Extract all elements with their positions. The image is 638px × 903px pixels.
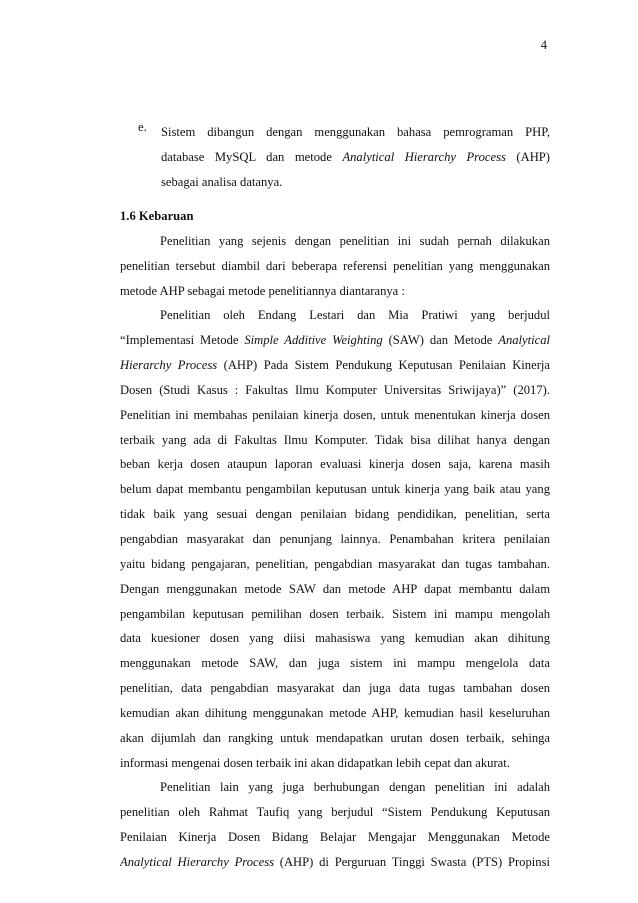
text-line: pengambilan keputusan pemilihan dosen terbaik. Sistem ini mampu mengolah <box>120 606 550 621</box>
text-line: Penelitian lain yang juga berhubungan dengan penelitian ini adalah <box>160 780 550 795</box>
text-line: Penelitian ini membahas penilaian kinerja dosen, untuk menentukan kinerja dosen <box>120 407 550 422</box>
text-line: penelitian, data pengabdian masyarakat dan juga data tugas tambahan dosen <box>120 681 550 696</box>
paragraph <box>120 229 550 304</box>
text-line: metode AHP sebagai metode penelitiannya diantaranya : <box>120 283 405 298</box>
text-line: Analytical Hierarchy Process (AHP) di Perguruan Tinggi Swasta (PTS) Propinsi <box>120 854 550 869</box>
text-line: Dengan menggunakan metode SAW dan metode AHP dapat membantu dalam <box>120 581 550 596</box>
section-heading: 1.6 Kebaruan <box>120 209 194 223</box>
italic-term: Simple Additive Weighting <box>244 333 383 348</box>
text-line: sebagai analisa datanya. <box>161 174 283 189</box>
text-line: terbaik yang ada di Fakultas Ilmu Komputer. Tidak bisa dilihat hanya dengan <box>120 432 550 447</box>
text-line: penelitian tersebut diambil dari beberapa referensi penelitian yang menggunakan <box>120 258 550 273</box>
italic-term: Analytical Hierarchy Process <box>120 854 274 869</box>
text-line: tidak baik yang sesuai dengan penilaian bidang pendidikan, penelitian, serta <box>120 507 550 522</box>
section-kebaruan <box>120 204 550 875</box>
italic-term: Hierarchy Process <box>120 358 218 373</box>
text-line: pengabdian masyarakat dan penunjang lainnya. Penambahan kritera penilaian <box>120 531 550 546</box>
list-item-text <box>161 120 550 195</box>
text-line: Penelitian yang sejenis dengan penelitian ini sudah pernah dilakukan <box>160 233 550 248</box>
text-line: Hierarchy Process (AHP) Pada Sistem Pendukung Keputusan Penilaian Kinerja <box>120 358 550 373</box>
page-number: 4 <box>540 38 547 52</box>
text-line: penelitian oleh Rahmat Taufiq yang berjudul “Sistem Pendukung Keputusan <box>120 805 550 820</box>
list-item-e <box>138 120 550 195</box>
text-line: Penilaian Kinerja Dosen Bidang Belajar Mengajar Menggunakan Metode <box>120 830 550 845</box>
text-line: beban kerja dosen ataupun laporan evaluasi kinerja dosen saja, karena masih <box>120 457 550 472</box>
text-line: akan dijumlah dan rangking untuk mendapatkan urutan dosen terbaik, sehinga <box>120 730 550 745</box>
text-line: yaitu bidang pengajaran, penelitian, pengabdian masyarakat dan tugas tambahan. <box>120 556 550 571</box>
text-line: belum dapat membantu pengambilan keputusan untuk kinerja yang baik atau yang <box>120 482 550 497</box>
text-line: menggunakan metode SAW, dan juga sistem ini mampu mengelola data <box>120 656 550 671</box>
italic-term: Analytical <box>498 333 550 348</box>
text-line: kemudian akan dihitung menggunakan metode AHP, kemudian hasil keseluruhan <box>120 705 550 720</box>
text-line: “Implementasi Metode Simple Additive Weighting (SAW) dan Metode Analytical <box>120 333 550 348</box>
text-line: Penelitian oleh Endang Lestari dan Mia Pratiwi yang berjudul <box>160 308 550 323</box>
italic-term: Analytical Hierarchy Process <box>342 149 506 164</box>
paragraph <box>120 775 550 874</box>
text-line: informasi mengenai dosen terbaik ini akan didapatkan lebih cepat dan akurat. <box>120 755 510 770</box>
list-marker: e. <box>138 120 147 134</box>
text-line: data kuesioner dosen yang diisi mahasiswa yang kemudian akan dihitung <box>120 631 550 646</box>
text-line: Dosen (Studi Kasus : Fakultas Ilmu Komputer Universitas Sriwijaya)” (2017). <box>120 382 550 397</box>
text-line: Sistem dibangun dengan menggunakan bahasa pemrograman PHP, <box>161 125 550 139</box>
text-line: database MySQL dan metode Analytical Hierarchy Process (AHP) <box>161 149 550 164</box>
paragraph <box>120 303 550 775</box>
